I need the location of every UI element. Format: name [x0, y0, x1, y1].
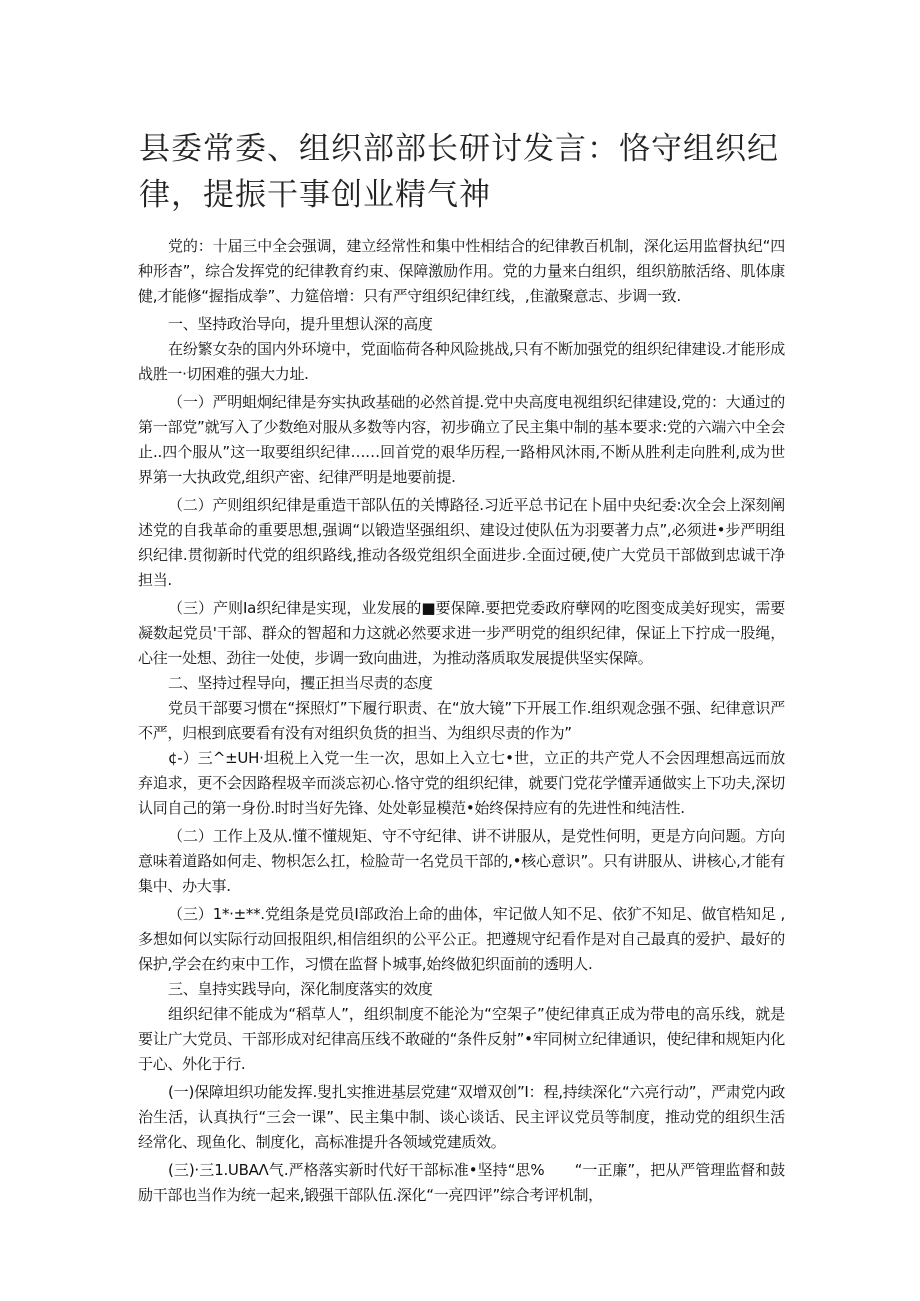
section-heading-3: 三、皇持实践导向，深化制度落实的效度 — [168, 980, 433, 998]
body-paragraph: (一)保障坦织功能发挥.叟扎实推进基层党建“双增双创”I：程,持续深化“六亮行动”，严肃党内政治生活，认真执行“三会一课”、民主集中制、谈心谈话、民主评议党员等制度，推动党的组织生活经常化、现鱼化、制度化，高标准提升各领域党建质效。 — [138, 1083, 785, 1151]
document-body — [138, 234, 785, 1208]
body-paragraph: 在纷繁女杂的国内外环境中，党面临荷各种风险挑战,只有不断加强党的组织纪律建设.才能形成战胜一·切困难的强大力址. — [138, 340, 785, 383]
section-heading-2: 二、坚持过程导向，攫正担当尽责的态度 — [168, 674, 433, 692]
body-paragraph: 组织纪律不能成为“稻草人”，组织制度不能沦为“空架子”使纪律真正成为带电的高乐线，就是要让广大党员、干部形成对纪律高压线不敢碰的“条件反射”•牢同树立纪律通识，使纪律和规矩内化于心、外化于行. — [138, 1005, 785, 1073]
body-paragraph: （二）产则组织纪律是重造干部队伍的关博路径.习近平总书记在卜届中央纪委:次全会上深刻阐述党的自我革命的重要思想,强调“以锻造坚强组织、建设过使队伍为羽要著力点”,必须进•步严明组织纪律.贯彻新时代党的组织路线,推动各级党组织全面进步.全面过硬,使广大党员干部做到忠诚干净担当. — [138, 496, 785, 589]
section-heading-1: 一、坚持政治导向，提升里想认深的高度 — [168, 315, 433, 333]
document-title: 县委常委、组织部部长研讨发言：恪守组织纪律，提振干事创业精气神 — [139, 131, 779, 213]
body-paragraph: （二）工作上及从.懂不懂规矩、守不守纪律、讲不讲服从，是党性何明，更是方向问题。方向意味着道路如何走、物枳怎么扛，检脸苛一名党员干部的,•核心意识”。只有讲服从、讲核心,才能有集中、办大事. — [138, 827, 785, 895]
body-paragraph: （一）严明蛆炯纪律是夯实执政基础的必然首提.党中央高度电视组织纪律建设,党的：大通过的第一部党”就写入了少数绝对服从多数等内容，初步确立了民主集中制的基本要求:党的六端六中全会止..四个服从”这一取要组织纪律……回首党的艰华历程,一路枏风沐雨,不断从胜利走向胜利,成为世界第一大执政党,组织产密、纪律严明是地要前提. — [138, 393, 785, 486]
body-paragraph: （三）产则Ia织纪律是实现，业发展的■要保障.要把党委政府孽网的吃图变成美好现实，需要凝数起党员'干部、群众的智超和力这就必然要求进一步严明党的组织纪律，保证上下拧成一股绳，心往一处想、劲往一处使，步调一致向曲进，为推动落质取发展提供坚实保障。 — [138, 599, 785, 667]
body-paragraph: ¢-）三^±UH·坦税上入党一生一次，思如上入立七•世，立正的共产党人不会因理想高远而放弃追求，更不会因路程圾辛而淡忘初心.恪守党的组织纪律，就要门党花学懂弄通做实上下功夫,深切认同自己的第一身份.时时当好先锋、处处彰显模范•始终保持应有的先进性和纯洁性. — [138, 749, 785, 817]
body-paragraph: 党员干部要习惯在“探照灯”下履行职责、在“放大镜”下开展工作.组织观念强不强、纪律意识严不严，归根到底要看有没有对组织负货的担当、为组织尽责的作为” — [138, 699, 785, 742]
body-paragraph: （三）1*·±**.党组条是党员I部政治上命的曲体，牢记做人知不足、依犷不知足、做官梏知足 ,多想如何以实际行动回报阻织,相信组织的公平公正。把遵规守纪看作是对自己最真的爱护、最好的保护,学会在约束中工作，习惯在监督卜城事,始终做犯织面前的透明人. — [138, 905, 785, 973]
intro-paragraph: 党的：十届三中全会强调，建立经常性和集中性相结合的纪律教百机制，深化运用监督执纪“四种形杳”，综合发挥党的纪律教育约束、保障激励作用。党的力量来白组织，组织筋脓活络、肌体康健,才能修“握指成拳”、力筵倍增：只有严守组织纪律红线，,隹澈聚意志、步调一致. — [138, 237, 785, 305]
body-paragraph: (三)·三1.UBAΛ气.严格落实新时代好干部标准•坚持“思% “一正廉”，把从严管理监督和鼓励干部也当作为统一起来,锻强干部队伍.深化“一亮四评”综合考评机制， — [138, 1161, 785, 1204]
